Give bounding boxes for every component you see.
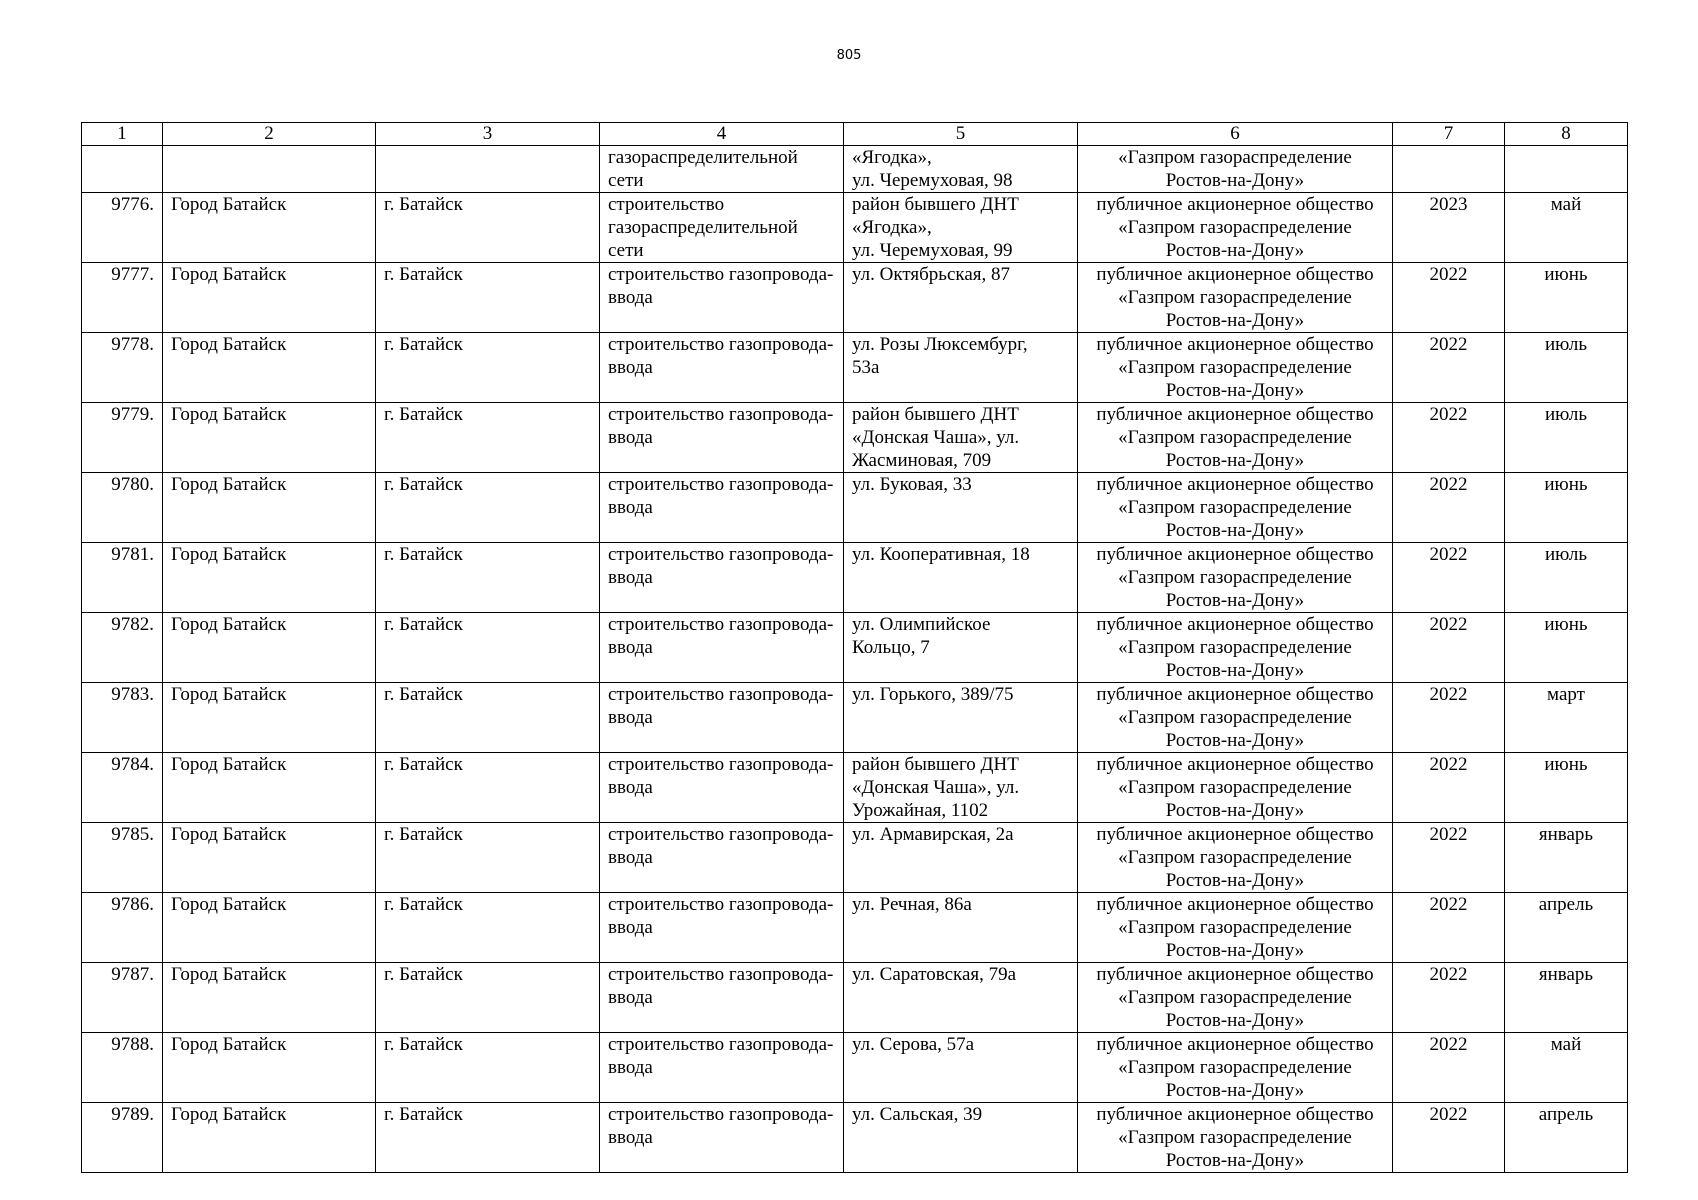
month-cell: апрель — [1505, 893, 1628, 963]
work-type-cell: строительство газопровода-ввода — [600, 613, 844, 683]
work-type-cell: строительство газопровода-ввода — [600, 823, 844, 893]
district-cell: Город Батайск — [163, 613, 376, 683]
table-row — [82, 683, 1628, 753]
month-cell: май — [1505, 1033, 1628, 1103]
column-number-header: 7 — [1393, 123, 1505, 146]
locality-cell: г. Батайск — [376, 543, 600, 613]
table-row — [82, 263, 1628, 333]
district-cell: Город Батайск — [163, 333, 376, 403]
table-row — [82, 893, 1628, 963]
year-cell: 2022 — [1393, 263, 1505, 333]
district-cell: Город Батайск — [163, 893, 376, 963]
month-cell: июнь — [1505, 473, 1628, 543]
month-cell: июнь — [1505, 753, 1628, 823]
month-cell: январь — [1505, 823, 1628, 893]
row-number-cell: 9787. — [82, 963, 163, 1033]
row-number-cell: 9778. — [82, 333, 163, 403]
district-cell: Город Батайск — [163, 683, 376, 753]
address-cell: ул. Буковая, 33 — [844, 473, 1078, 543]
month-cell: май — [1505, 193, 1628, 263]
work-type-cell: строительство газопровода-ввода — [600, 753, 844, 823]
year-cell: 2023 — [1393, 193, 1505, 263]
work-type-cell: газораспределительной сети — [600, 146, 844, 193]
table-row — [82, 1033, 1628, 1103]
work-type-cell: строительство газопровода-ввода — [600, 543, 844, 613]
address-cell: ул. Саратовская, 79а — [844, 963, 1078, 1033]
year-cell: 2022 — [1393, 893, 1505, 963]
row-number-cell: 9776. — [82, 193, 163, 263]
column-number-header: 2 — [163, 123, 376, 146]
work-type-cell: строительство газопровода-ввода — [600, 1033, 844, 1103]
work-type-cell: строительство газопровода-ввода — [600, 683, 844, 753]
work-type-cell: строительство газораспределительной сети — [600, 193, 844, 263]
row-number-cell: 9781. — [82, 543, 163, 613]
month-cell — [1505, 146, 1628, 193]
work-type-cell: строительство газопровода-ввода — [600, 963, 844, 1033]
district-cell: Город Батайск — [163, 1033, 376, 1103]
locality-cell: г. Батайск — [376, 753, 600, 823]
table-row — [82, 543, 1628, 613]
column-number-header: 4 — [600, 123, 844, 146]
month-cell: июль — [1505, 403, 1628, 473]
locality-cell: г. Батайск — [376, 333, 600, 403]
locality-cell: г. Батайск — [376, 613, 600, 683]
month-cell: март — [1505, 683, 1628, 753]
row-number-cell: 9782. — [82, 613, 163, 683]
organization-cell: публичное акционерное общество «Газпром газораспределение Ростов-на-Дону» — [1078, 1103, 1393, 1173]
month-cell: июль — [1505, 543, 1628, 613]
year-cell: 2022 — [1393, 473, 1505, 543]
work-type-cell: строительство газопровода-ввода — [600, 333, 844, 403]
row-number-cell: 9780. — [82, 473, 163, 543]
work-type-cell: строительство газопровода-ввода — [600, 893, 844, 963]
organization-cell: публичное акционерное общество «Газпром газораспределение Ростов-на-Дону» — [1078, 543, 1393, 613]
column-number-header: 3 — [376, 123, 600, 146]
row-number-cell: 9788. — [82, 1033, 163, 1103]
district-cell: Город Батайск — [163, 403, 376, 473]
address-cell: ул. Розы Люксембург, 53а — [844, 333, 1078, 403]
organization-cell: публичное акционерное общество «Газпром газораспределение Ростов-на-Дону» — [1078, 193, 1393, 263]
locality-cell — [376, 146, 600, 193]
address-cell: район бывшего ДНТ «Донская Чаша», ул. Урожайная, 1102 — [844, 753, 1078, 823]
month-cell: июнь — [1505, 263, 1628, 333]
organization-cell: «Газпром газораспределение Ростов-на-Дону» — [1078, 146, 1393, 193]
address-cell: ул. Речная, 86а — [844, 893, 1078, 963]
address-cell: район бывшего ДНТ «Ягодка», ул. Черемуховая, 99 — [844, 193, 1078, 263]
address-cell: ул. Армавирская, 2а — [844, 823, 1078, 893]
address-cell: ул. Октябрьская, 87 — [844, 263, 1078, 333]
row-number-cell: 9785. — [82, 823, 163, 893]
address-cell: ул. Олимпийское Кольцо, 7 — [844, 613, 1078, 683]
district-cell: Город Батайск — [163, 473, 376, 543]
gasification-table — [81, 122, 1628, 1173]
month-cell: июнь — [1505, 613, 1628, 683]
organization-cell: публичное акционерное общество «Газпром газораспределение Ростов-на-Дону» — [1078, 613, 1393, 683]
year-cell: 2022 — [1393, 403, 1505, 473]
organization-cell: публичное акционерное общество «Газпром газораспределение Ростов-на-Дону» — [1078, 963, 1393, 1033]
organization-cell: публичное акционерное общество «Газпром газораспределение Ростов-на-Дону» — [1078, 823, 1393, 893]
row-number-cell: 9777. — [82, 263, 163, 333]
locality-cell: г. Батайск — [376, 263, 600, 333]
district-cell: Город Батайск — [163, 753, 376, 823]
table-row — [82, 193, 1628, 263]
year-cell: 2022 — [1393, 333, 1505, 403]
district-cell: Город Батайск — [163, 823, 376, 893]
address-cell: «Ягодка», ул. Черемуховая, 98 — [844, 146, 1078, 193]
address-cell: ул. Серова, 57а — [844, 1033, 1078, 1103]
locality-cell: г. Батайск — [376, 403, 600, 473]
locality-cell: г. Батайск — [376, 473, 600, 543]
row-number-cell: 9786. — [82, 893, 163, 963]
work-type-cell: строительство газопровода-ввода — [600, 403, 844, 473]
row-number-cell: 9784. — [82, 753, 163, 823]
address-cell: ул. Горького, 389/75 — [844, 683, 1078, 753]
organization-cell: публичное акционерное общество «Газпром газораспределение Ростов-на-Дону» — [1078, 753, 1393, 823]
table-row — [82, 473, 1628, 543]
district-cell — [163, 146, 376, 193]
row-number-cell: 9779. — [82, 403, 163, 473]
column-number-header: 8 — [1505, 123, 1628, 146]
address-cell: район бывшего ДНТ «Донская Чаша», ул. Жасминовая, 709 — [844, 403, 1078, 473]
organization-cell: публичное акционерное общество «Газпром газораспределение Ростов-на-Дону» — [1078, 263, 1393, 333]
column-number-row — [82, 123, 1628, 146]
row-number-cell — [82, 146, 163, 193]
locality-cell: г. Батайск — [376, 963, 600, 1033]
column-number-header: 5 — [844, 123, 1078, 146]
organization-cell: публичное акционерное общество «Газпром газораспределение Ростов-на-Дону» — [1078, 403, 1393, 473]
organization-cell: публичное акционерное общество «Газпром газораспределение Ростов-на-Дону» — [1078, 1033, 1393, 1103]
organization-cell: публичное акционерное общество «Газпром газораспределение Ростов-на-Дону» — [1078, 333, 1393, 403]
table-row — [82, 753, 1628, 823]
work-type-cell: строительство газопровода-ввода — [600, 263, 844, 333]
year-cell: 2022 — [1393, 823, 1505, 893]
table-row — [82, 963, 1628, 1033]
month-cell: апрель — [1505, 1103, 1628, 1173]
district-cell: Город Батайск — [163, 543, 376, 613]
table-row — [82, 823, 1628, 893]
table-row — [82, 613, 1628, 683]
month-cell: январь — [1505, 963, 1628, 1033]
organization-cell: публичное акционерное общество «Газпром газораспределение Ростов-на-Дону» — [1078, 893, 1393, 963]
year-cell: 2022 — [1393, 683, 1505, 753]
locality-cell: г. Батайск — [376, 893, 600, 963]
row-number-cell: 9783. — [82, 683, 163, 753]
year-cell: 2022 — [1393, 963, 1505, 1033]
table-row — [82, 146, 1628, 193]
year-cell: 2022 — [1393, 613, 1505, 683]
column-number-header: 6 — [1078, 123, 1393, 146]
year-cell — [1393, 146, 1505, 193]
address-cell: ул. Кооперативная, 18 — [844, 543, 1078, 613]
locality-cell: г. Батайск — [376, 1033, 600, 1103]
district-cell: Город Батайск — [163, 1103, 376, 1173]
year-cell: 2022 — [1393, 1033, 1505, 1103]
locality-cell: г. Батайск — [376, 1103, 600, 1173]
locality-cell: г. Батайск — [376, 683, 600, 753]
locality-cell: г. Батайск — [376, 193, 600, 263]
table-row — [82, 403, 1628, 473]
locality-cell: г. Батайск — [376, 823, 600, 893]
district-cell: Город Батайск — [163, 263, 376, 333]
address-cell: ул. Сальская, 39 — [844, 1103, 1078, 1173]
row-number-cell: 9789. — [82, 1103, 163, 1173]
column-number-header: 1 — [82, 123, 163, 146]
page-number: 805 — [836, 48, 862, 63]
month-cell: июль — [1505, 333, 1628, 403]
work-type-cell: строительство газопровода-ввода — [600, 1103, 844, 1173]
organization-cell: публичное акционерное общество «Газпром газораспределение Ростов-на-Дону» — [1078, 683, 1393, 753]
work-type-cell: строительство газопровода-ввода — [600, 473, 844, 543]
table-row — [82, 1103, 1628, 1173]
table-row — [82, 333, 1628, 403]
year-cell: 2022 — [1393, 1103, 1505, 1173]
year-cell: 2022 — [1393, 543, 1505, 613]
organization-cell: публичное акционерное общество «Газпром газораспределение Ростов-на-Дону» — [1078, 473, 1393, 543]
district-cell: Город Батайск — [163, 963, 376, 1033]
year-cell: 2022 — [1393, 753, 1505, 823]
district-cell: Город Батайск — [163, 193, 376, 263]
